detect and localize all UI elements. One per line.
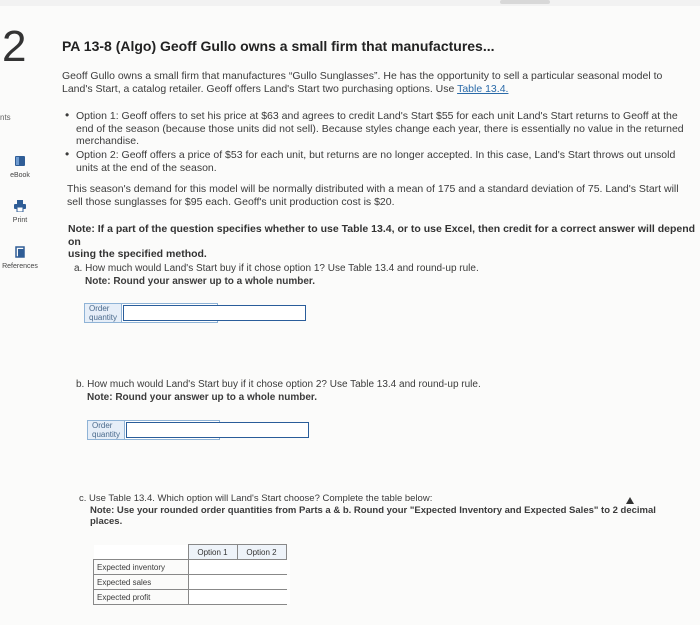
sidebar-print[interactable] bbox=[0, 200, 40, 224]
part-c-note-line-2: places. bbox=[90, 516, 123, 527]
method-note-line-2: using the specified method. bbox=[68, 248, 207, 260]
sidebar-print-label: Print bbox=[12, 217, 28, 224]
option-1-bullet bbox=[65, 108, 698, 148]
part-c-table-wrapper bbox=[93, 544, 287, 605]
expected-inventory-option-2-cell[interactable] bbox=[237, 560, 286, 575]
sidebar-references-label: References bbox=[2, 263, 38, 270]
expected-sales-option-2-cell[interactable] bbox=[237, 575, 286, 590]
option-2-bullet bbox=[65, 147, 698, 174]
part-b-question: b. How much would Land's Start buy if it chose option 2? Use Table 13.4 and round-up rule. bbox=[76, 379, 481, 390]
table-header-option-1: Option 1 bbox=[188, 545, 237, 560]
table-row-label: Expected sales bbox=[94, 575, 189, 590]
expected-profit-option-1-cell[interactable] bbox=[188, 590, 237, 605]
sidebar-references[interactable] bbox=[0, 246, 40, 270]
expected-sales-option-1-input[interactable] bbox=[189, 575, 241, 589]
part-c-note-line-1: Note: Use your rounded order quantities from Parts a & b. Round your "Expected Inventory and Expected Sales" to 2 decimal bbox=[90, 504, 656, 516]
question-title: PA 13-8 (Algo) Geoff Gullo owns a small firm that manufactures... bbox=[62, 38, 495, 54]
demand-paragraph bbox=[67, 183, 697, 208]
option-1-line-3: merchandise. bbox=[76, 135, 140, 147]
part-a bbox=[74, 263, 694, 288]
table-header-row bbox=[94, 545, 287, 560]
option-2-line-1: Option 2: Geoff offers a price of $53 for each unit, but returns are no longer accepted. In this case, Land's Start throws out unsold bbox=[76, 149, 676, 161]
table-row-label: Expected profit bbox=[94, 590, 189, 605]
method-note-line-1: Note: If a part of the question specifies whether to use Table 13.4, or to use Excel, then credit for a correct answer will depend on bbox=[68, 223, 696, 248]
intro-line-1: Geoff Gullo owns a small firm that manufactures “Gullo Sunglasses”. He has the opportunity to sell a particular seasonal model to bbox=[62, 70, 663, 82]
part-a-order-quantity-row bbox=[84, 303, 218, 323]
mouse-cursor-icon bbox=[626, 497, 634, 504]
option-1-line-1: Option 1: Geoff offers to set his price at $63 and agrees to credit Land's Start $55 for each unit Land's Start returns to Geoff at the bbox=[76, 110, 678, 122]
print-icon bbox=[13, 200, 27, 212]
table-row bbox=[94, 560, 287, 575]
demand-line-1: This season's demand for this model will be normally distributed with a mean of 175 and a standard deviation of 75. Land's Start will bbox=[67, 183, 679, 195]
part-b-order-quantity-input[interactable] bbox=[126, 422, 309, 438]
table-13-4-link[interactable]: Table 13.4. bbox=[457, 82, 509, 95]
table-row bbox=[94, 575, 287, 590]
sidebar-fragment-label: nts bbox=[0, 113, 11, 122]
part-c-question: c. Use Table 13.4. Which option will Land's Start choose? Complete the table below: bbox=[79, 493, 433, 504]
table-row-label: Expected inventory bbox=[94, 560, 189, 575]
bullet-dot: • bbox=[65, 108, 70, 122]
part-b-order-quantity-label: Order quantity bbox=[88, 421, 125, 439]
expected-inventory-option-1-input[interactable] bbox=[189, 560, 241, 574]
part-c bbox=[79, 493, 694, 528]
intro-line-2: Land's Start, a catalog retailer. Geoff offers Land's Start two purchasing options. Use bbox=[62, 82, 458, 95]
sidebar-ebook-label: eBook bbox=[10, 172, 30, 179]
part-a-note: Note: Round your answer up to a whole number. bbox=[85, 275, 316, 287]
part-c-table bbox=[93, 544, 287, 605]
intro-paragraph bbox=[62, 70, 698, 95]
part-b bbox=[76, 379, 696, 404]
top-bar bbox=[0, 0, 700, 6]
question-number: 2 bbox=[2, 22, 27, 71]
progress-indicator bbox=[500, 0, 550, 4]
sidebar-ebook[interactable] bbox=[0, 155, 40, 179]
option-2-line-2: units at the end of the season. bbox=[76, 161, 217, 174]
table-corner bbox=[94, 545, 189, 560]
ebook-icon bbox=[13, 155, 27, 167]
expected-sales-option-1-cell[interactable] bbox=[188, 575, 237, 590]
part-b-order-quantity-row bbox=[87, 420, 220, 440]
table-header-option-2: Option 2 bbox=[237, 545, 286, 560]
expected-sales-option-2-input[interactable] bbox=[238, 575, 290, 589]
references-icon bbox=[13, 246, 27, 258]
part-a-order-quantity-input[interactable] bbox=[123, 305, 306, 321]
part-a-question: a. How much would Land's Start buy if it chose option 1? Use Table 13.4 and round-up rule. bbox=[74, 263, 479, 274]
method-note bbox=[68, 223, 698, 261]
demand-line-2: sell those sunglasses for $95 each. Geoff's unit production cost is $20. bbox=[67, 195, 395, 208]
part-a-order-quantity-label: Order quantity bbox=[85, 304, 122, 322]
expected-inventory-option-1-cell[interactable] bbox=[188, 560, 237, 575]
bullet-dot: • bbox=[65, 147, 70, 161]
expected-inventory-option-2-input[interactable] bbox=[238, 560, 290, 574]
part-b-note: Note: Round your answer up to a whole number. bbox=[87, 391, 318, 403]
expected-profit-option-1-input[interactable] bbox=[189, 590, 241, 604]
expected-profit-option-2-input[interactable] bbox=[238, 590, 290, 604]
option-1-line-2: end of the season (because those units did not sell). Because styles change each year, there is essentially no value in the returned bbox=[76, 122, 684, 135]
table-row bbox=[94, 590, 287, 605]
expected-profit-option-2-cell[interactable] bbox=[237, 590, 286, 605]
